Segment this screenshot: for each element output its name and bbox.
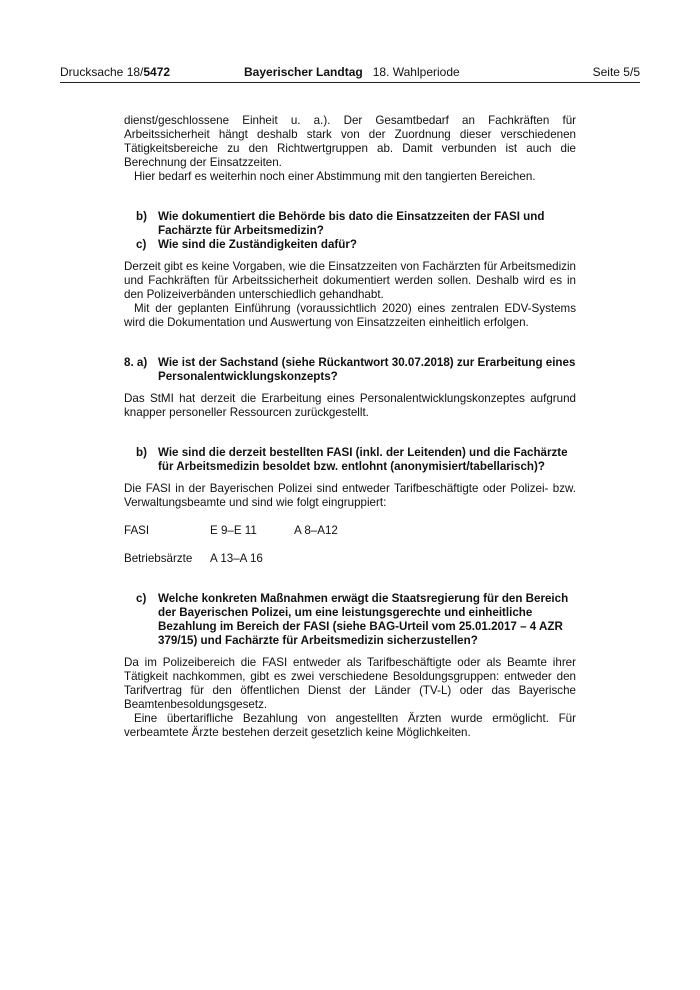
parliament-info bbox=[244, 64, 460, 80]
page-number: Seite 5/5 bbox=[592, 65, 640, 79]
intro-paragraph-2: Hier bedarf es weiterhin noch einer Abstimmung mit den tangierten Bereichen. bbox=[134, 170, 536, 183]
question-7b bbox=[124, 210, 576, 238]
answer-8a-paragraph: Das StMI hat derzeit die Erarbeitung eines Personalentwicklungskonzeptes aufgrund knapper personeller Ressourcen zurückgestellt. bbox=[124, 392, 576, 419]
question-text: Wie ist der Sachstand (siehe Rückantwort 30.07.2018) zur Erarbeitung eines Personalentwicklungskonzepts? bbox=[158, 356, 576, 383]
answer-8c-paragraph-2: Eine übertarifliche Bezahlung von angestellten Ärzten wurde ermöglicht. Für verbeamtete Ärzte bestehen derzeit gesetzlich keine Möglichkeiten. bbox=[124, 712, 576, 739]
grade-role: Betriebsärzte bbox=[124, 552, 193, 565]
answer-7-paragraph: Derzeit gibt es keine Vorgaben, wie die Einsatzzeiten von Fachärzten für Arbeitsmedizin und Fachkräften für Arbeitssicherheit dokumentiert werden sollen. Deshalb wird es in den Polizeiverbänden unterschiedlich gehandhabt. bbox=[124, 260, 576, 301]
question-8c bbox=[124, 592, 576, 648]
document-prefix: Drucksache 18/ bbox=[60, 65, 144, 79]
document-body bbox=[124, 114, 576, 740]
document-number bbox=[60, 64, 170, 80]
parliament-name: Bayerischer Landtag bbox=[244, 65, 363, 79]
question-label: 8. a) bbox=[124, 356, 148, 369]
question-text: Wie sind die derzeit bestellten FASI (inkl. der Leitenden) und die Fachärzte für Arbeitsmedizin besoldet bzw. entlohnt (anonymisiert/tabellarisch)? bbox=[158, 446, 568, 473]
question-7c bbox=[124, 238, 576, 252]
grade-beamte: A 8–A12 bbox=[294, 524, 338, 537]
question-label: c) bbox=[136, 238, 147, 251]
grade-row-fasi bbox=[124, 524, 576, 538]
question-text: Wie sind die Zuständigkeiten dafür? bbox=[158, 238, 357, 251]
document-number-value: 5472 bbox=[143, 65, 171, 79]
question-text: Welche konkreten Maßnahmen erwägt die Staatsregierung für den Bereich der Bayerischen Polizei, um eine leistungsgerechte und einheitliche Bezahlung im Bereich der FASI (siehe BAG-Urteil vom 25.01.2017 – 4 AZR 379/15) und Fachärzte für Arbeitsmedizin sicherzustellen? bbox=[158, 592, 569, 647]
grade-row-betriebsaerzte bbox=[124, 552, 576, 566]
answer-7-paragraph-2: Mit der geplanten Einführung (voraussichtlich 2020) eines zentralen EDV-Systems wird die Dokumentation und Auswertung von Einsatzzeiten einheitlich erfolgen. bbox=[124, 302, 576, 329]
grade-role: FASI bbox=[124, 524, 150, 537]
question-label: c) bbox=[136, 592, 147, 605]
header-divider bbox=[60, 82, 640, 83]
question-label: b) bbox=[136, 210, 147, 223]
question-8a bbox=[124, 356, 576, 384]
answer-8b-paragraph: Die FASI in der Bayerischen Polizei sind entweder Tarifbeschäftigte oder Polizei- bzw. Verwaltungsbeamte und sind wie folgt eingruppiert: bbox=[124, 482, 576, 509]
question-text: Wie dokumentiert die Behörde bis dato die Einsatzzeiten der FASI und Fachärzte für Arbeitsmedizin? bbox=[158, 210, 545, 237]
question-label: b) bbox=[136, 446, 147, 459]
grade-tarif: A 13–A 16 bbox=[210, 552, 263, 565]
page-header bbox=[60, 64, 640, 80]
intro-paragraph: dienst/geschlossene Einheit u. a.). Der Gesamtbedarf an Fachkräften für Arbeitssicherheit hängt deshalb stark von der Zuordnung dieser verschiedenen Tätigkeitsbereiche zu den Richtwertgruppen ab. Damit verbunden ist auch die Berechnung der Einsatzzeiten. bbox=[124, 114, 576, 169]
grade-tarif: E 9–E 11 bbox=[210, 524, 257, 537]
legislative-period: 18. Wahlperiode bbox=[372, 65, 460, 79]
question-8b bbox=[124, 446, 576, 474]
answer-8c-paragraph: Da im Polizeibereich die FASI entweder als Tarifbeschäftigte oder als Beamte ihrer Tätigkeit nachkommen, gibt es zwei verschiedene Besoldungsgruppen: entweder den Tarifvertrag für den öffentlichen Dienst der Länder (TV-L) oder das Bayerische Beamtenbesoldungsgesetz. bbox=[124, 656, 576, 711]
